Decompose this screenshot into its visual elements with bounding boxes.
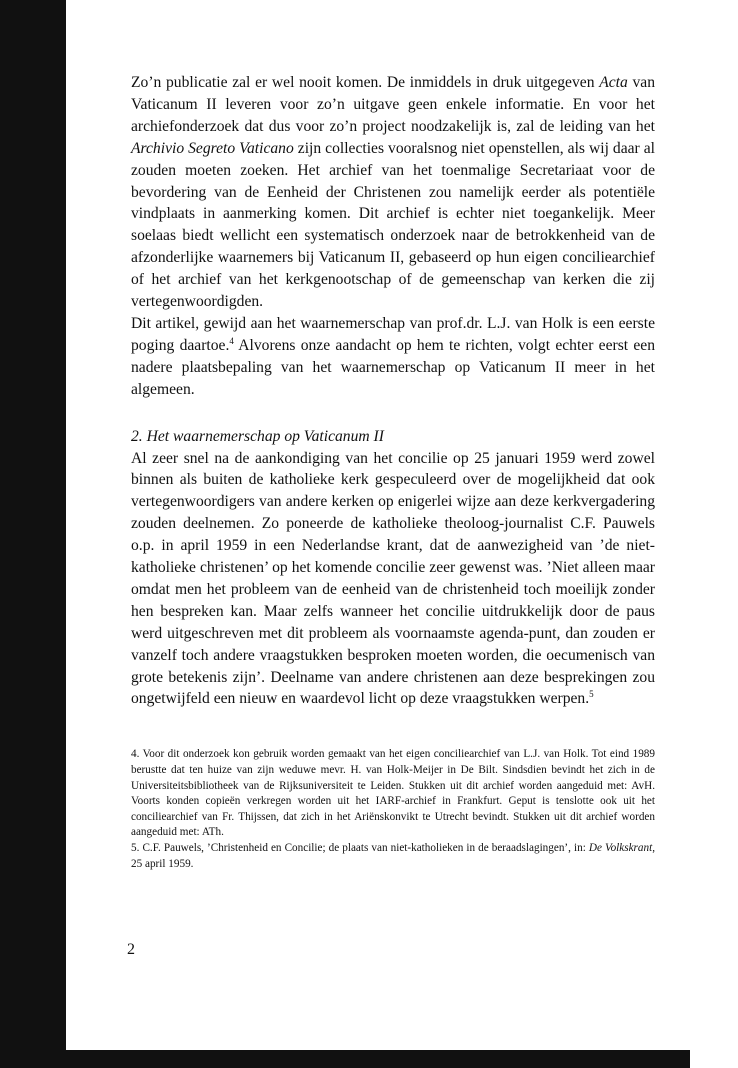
footnote-ref-5: 5 (589, 689, 594, 700)
footnote-5: 5. C.F. Pauwels, ’Christenheid en Concilie; de plaats van niet-katholieken in de beraadslagingen’, in: De Volkskrant, 25 april 1959. (131, 841, 655, 870)
page-content (131, 72, 655, 872)
footnote-4: 4. Voor dit onderzoek kon gebruik worden gemaakt van het eigen conciliearchief van L.J. van Holk. Tot eind 1989 berustte dat ten huize van zijn weduwe mevr. H. van Holk-Meijer in De Bilt. Sindsdien bevindt het zich in de Universiteitsbibliotheek van de Rijksuniversiteit te Leiden. Stukken uit dit archief worden aangeduid met: AvH. Voorts konden copieën verkregen worden uit het IARF-archief in Frankfurt. Geput is tenslotte ook uit het conciliearchief van Fr. Thijssen, dat zich in het Ariënskonvikt te Utrecht bevindt. Stukken uit dit archief worden aangeduid met: ATh. (131, 748, 655, 839)
section-heading: 2. Het waarnemerschap op Vaticanum II (131, 427, 384, 445)
paragraph-2: Dit artikel, gewijd aan het waarnemerschap van prof.dr. L.J. van Holk is een eerste poging daartoe.$^4$ Alvorens onze aandacht op hem te richten, volgt echter eerst een nadere plaatsbepaling van het waarnemerschap op Vaticanum II meer in het algemeen. (131, 314, 656, 398)
archivio-italic: Archivio Segreto Vaticano (131, 139, 294, 157)
footnotes (131, 747, 655, 872)
volkskrant-italic: De Volkskrant (588, 841, 653, 854)
bottom-scan-border (0, 1050, 690, 1068)
paragraph-3: Al zeer snel na de aankondiging van het concilie op 25 januari 1959 werd zowel binnen als buiten de katholieke kerk gespeculeerd over de mogelijkheid dat ook vertegenwoordigers van andere kerken op enigerlei wijze aan deze kerkvergadering zouden deelnemen. Zo poneerde de katholieke theoloog-journalist C.F. Pauwels o.p. in april 1959 in een Nederlandse krant, dat de aanwezigheid van ’de niet-katholieke christenen’ op het komende concilie zeer gewenst was. ’Niet alleen maar omdat men het probleem van de eenheid van de christenheid toch moeilijk zonder hen bespreken kan. Maar zelfs wanneer het concilie uitdrukkelijk door de paus werd uitgeschreven met dit probleem als voornaamste agenda-punt, dan zouden er vanzelf toch andere vraagstukken besproken moeten worden, die oecumenisch van grote betekenis zijn’. Deelname van andere christenen aan deze besprekingen zou ongetwijfeld een nieuw en waardevol licht op deze vraagstukken werpen.$^5$ (131, 449, 655, 708)
left-scan-border (0, 0, 66, 1068)
acta-italic: Acta (599, 74, 628, 91)
page-number: 2 (127, 941, 135, 958)
paragraph-1: Zo’n publicatie zal er wel nooit komen. De inmiddels in druk uitgegeven Acta van Vaticanum II leveren voor zo’n uitgave geen enkele informatie. En voor het archiefonderzoek dat dus voor zo’n project noodzakelijk is, zal de leiding van het Archivio Segreto Vaticano zijn collecties vooralsnog niet openstellen, als wij daar al zouden moeten zoeken. Het archief van het toenmalige Secretariaat voor de bevordering van de Eenheid der Christenen zou namelijk eerder als potentiële vindplaats in aanmerking komen. Dit archief is echter niet toegankelijk. Meer soelaas biedt wellicht een systematisch onderzoek naar de betrokkenheid van de afzonderlijke waarnemers bij Vaticanum II, gebaseerd op hun eigen conciliearchief of het archief van het kerkgenootschap of de gemeenschap van kerken die zij vertegenwoordigden. (131, 74, 656, 311)
footnote-ref-4: 4 (229, 335, 234, 346)
